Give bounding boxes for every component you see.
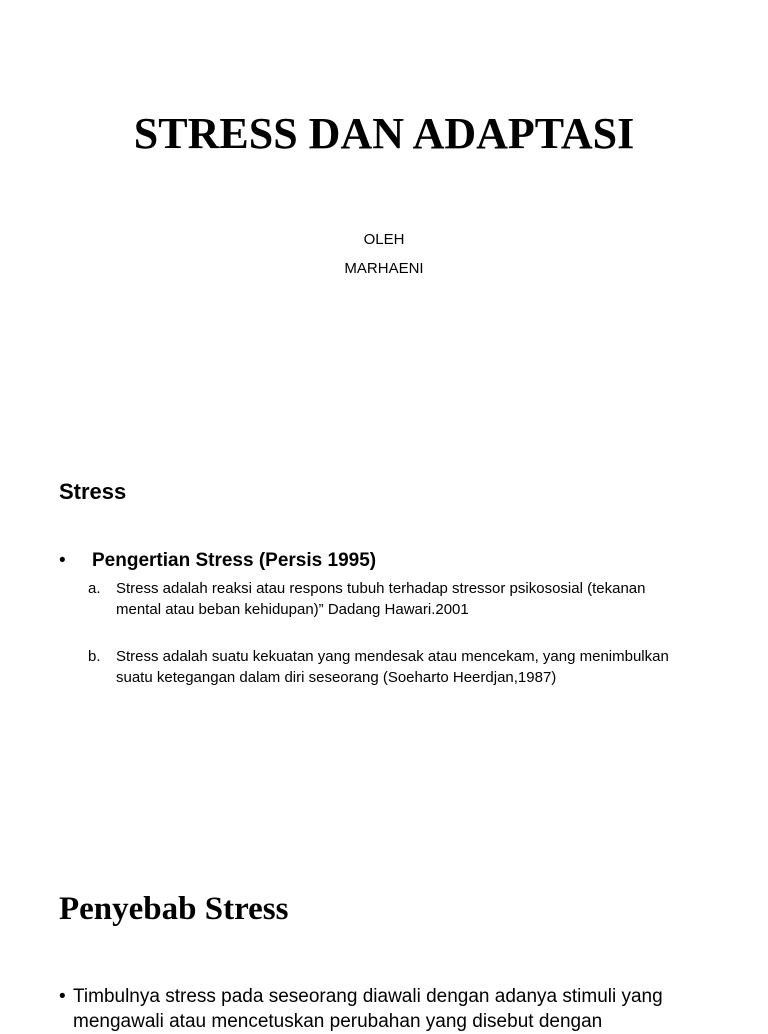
slide-title bbox=[0, 0, 768, 432]
slide-stress-definition bbox=[0, 432, 768, 864]
bullet-item bbox=[59, 549, 376, 573]
subtitle-by: OLEH bbox=[363, 231, 405, 248]
sub-list-marker: a. bbox=[88, 580, 101, 597]
slide-stress-causes bbox=[0, 864, 768, 1032]
slide-heading: Penyebab Stress bbox=[59, 891, 289, 927]
sub-list-marker: b. bbox=[88, 648, 101, 665]
bullet-marker: • bbox=[59, 550, 66, 571]
bullet-item bbox=[59, 984, 719, 1034]
subtitle-author: MARHAENI bbox=[344, 260, 424, 277]
sub-list-item bbox=[88, 578, 688, 620]
bullet-text: Pengertian Stress (Persis 1995) bbox=[92, 550, 377, 571]
sub-list-text: Stress adalah suatu kekuatan yang mendesak atau mencekam, yang menimbulkan suatu ketegangan dalam diri seseorang (Soeharto Heerdjan,1987) bbox=[116, 648, 669, 686]
slide-heading: Stress bbox=[59, 479, 127, 504]
sub-list-item bbox=[88, 646, 688, 688]
bullet-text: Timbulnya stress pada seseorang diawali dengan adanya stimuli yang mengawali atau mencetuskan perubahan yang disebut dengan bbox=[73, 986, 663, 1032]
bullet-marker: • bbox=[59, 986, 66, 1007]
presentation-title: STRESS DAN ADAPTASI bbox=[133, 109, 635, 158]
sub-list-text: Stress adalah reaksi atau respons tubuh terhadap stressor psikososial (tekanan mental atau beban kehidupan)” Dadang Hawari.2001 bbox=[116, 580, 646, 618]
